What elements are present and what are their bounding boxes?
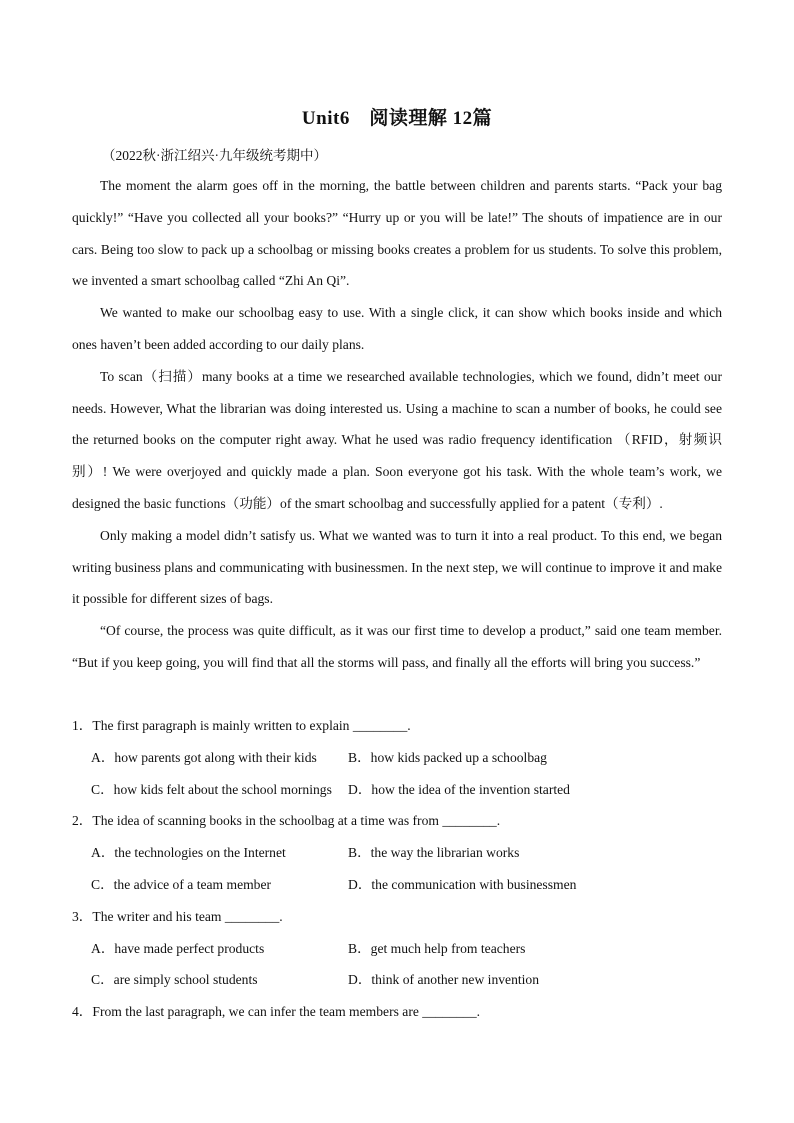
paragraph: “Of course, the process was quite difficult, as it was our first time to develop a product,” said one team member. “But if you keep going, you will find that all the storms will pass, and finally all the efforts will bring you success.”: [72, 623, 722, 670]
paragraph: To scan（扫描）many books at a time we researched available technologies, which we found, didn’t meet our needs. However, What the librarian was doing interested us. Using a machine to scan a number of books, he could see the returned books on the computer right away. What he used was radio frequency identification （RFID，射频识别）! We were overjoyed and quickly made a plan. Soon everyone got his task. With the whole team’s work, we designed the basic functions（功能）of the smart schoolbag and successfully applied for a patent（专利）.: [72, 368, 722, 511]
question-3: [72, 901, 722, 996]
option-a: A．have made perfect products: [91, 940, 265, 956]
question-list: [72, 710, 722, 1028]
option-d: D．the communication with businessmen: [348, 876, 577, 892]
option-c: C．the advice of a team member: [91, 876, 272, 892]
question-stem: 1．The first paragraph is mainly written to explain ________.: [72, 718, 411, 733]
option-a: A．the technologies on the Internet: [91, 845, 286, 861]
option-b: B．the way the librarian works: [348, 845, 520, 861]
option-c: C．how kids felt about the school mornings: [91, 781, 332, 797]
option-a: A．how parents got along with their kids: [91, 749, 317, 765]
option-row: [72, 837, 722, 869]
option-c: C．are simply school students: [91, 972, 258, 988]
option-b: B．how kids packed up a schoolbag: [348, 749, 547, 765]
option-row: [72, 742, 722, 774]
option-row: [72, 774, 722, 806]
question-2: [72, 805, 722, 900]
question-stem: 2．The idea of scanning books in the schoolbag at a time was from ________.: [72, 813, 501, 829]
exam-source: （2022秋·浙江绍兴·九年级统考期中）: [102, 148, 327, 163]
question-4: [72, 996, 722, 1028]
paragraph: We wanted to make our schoolbag easy to use. With a single click, it can show which books inside and which ones haven’t been added according to our daily plans.: [72, 305, 722, 352]
option-row: [72, 964, 722, 996]
paragraph: Only making a model didn’t satisfy us. What we wanted was to turn it into a real product. To this end, we began writing business plans and communicating with businessmen. In the next step, we will continue to improve it and make it possible for different sizes of bags.: [72, 527, 722, 607]
option-d: D．how the idea of the invention started: [348, 781, 570, 797]
option-d: D．think of another new invention: [348, 972, 540, 988]
paragraph: The moment the alarm goes off in the morning, the battle between children and parents starts. “Pack your bag quickly!” “Have you collected all your books?” “Hurry up or you will be late!” The shouts of impatience are in our cars. Being too slow to pack up a schoolbag or missing books creates a problem for us students. To solve this problem, we invented a smart schoolbag called “Zhi An Qi”.: [72, 178, 722, 289]
option-row: [72, 933, 722, 965]
question-stem: 3．The writer and his team ________.: [72, 908, 283, 924]
reading-passage: [72, 170, 722, 679]
option-row: [72, 869, 722, 901]
question-1: [72, 710, 722, 805]
page-title: Unit6 阅读理解 12篇: [301, 108, 493, 129]
option-b: B．get much help from teachers: [348, 940, 526, 956]
question-stem: 4．From the last paragraph, we can infer the team members are ________.: [72, 1004, 481, 1020]
